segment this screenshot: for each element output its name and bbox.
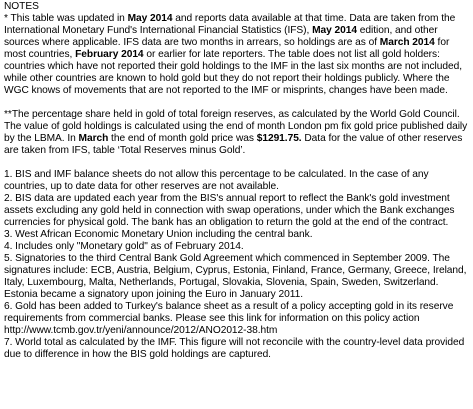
spacer	[4, 157, 470, 169]
note-star-2-text-2: the end of month gold price was	[108, 133, 257, 144]
note-3: 3. West African Economic Monetary Union including the central bank.	[4, 229, 313, 240]
note-star-2-text-3: Data for the value of other reserves are taken from IFS, table ‘Total Reserves minus Gold’.	[4, 133, 463, 156]
note-star-2	[4, 109, 470, 157]
note-star-1-date-1: May 2014	[127, 13, 173, 24]
note-7: 7. World total as calculated by the IMF. This figure will not reconcile with the country-level data provided due to difference in how the BIS gold holdings are captured.	[4, 337, 465, 360]
note-star-2-gold-price: $1291.75.	[256, 133, 302, 144]
spacer	[4, 97, 470, 109]
note-2: 2. BIS data are updated each year from the BIS's annual report to reflect the Bank's gold investment assets excluding any gold held in connection with swap operations, under which the Bank exchanges currencies for physical gold. The bank has an obligation to return the gold at the end of the contract.	[4, 193, 455, 228]
note-4: 4. Includes only "Monetary gold" as of February 2014.	[4, 241, 244, 252]
note-star-2-month: March	[78, 133, 109, 144]
note-star-1-text-5: or earlier for late reporters. The table does not list all gold holders: countries which have not reported their gold holdings to the IMF in the last six months are not included, while other countries are known to hold gold but they do not report their holdings publicly. Where the WGC knows of movements that are not reported to the IMF or misprints, changes have been made.	[4, 49, 462, 96]
notes-heading: NOTES	[4, 1, 39, 12]
note-star-1-text-4: for most countries,	[4, 37, 450, 60]
note-star-1-text-3: edition, and other sources where applicable. IFS data are two months in arrears, so holdings are as of	[4, 25, 438, 48]
note-5: 5. Signatories to the third Central Bank Gold Agreement which commenced in September 2009. The signatures include: ECB, Austria, Belgium, Cyprus, Estonia, Finland, France, Germany, Greece, Ireland, Italy, Luxembourg, Malta, Netherlands, Portugal, Slovakia, Slovenia, Spain, Sweden, Switzerland. Estonia became a signatory upon joining the Euro in January 2011.	[4, 253, 467, 300]
note-1: 1. BIS and IMF balance sheets do not allow this percentage to be calculated. In the case of any countries, up to date data for other reserves are not available.	[4, 169, 429, 192]
note-star-1-date-4: February 2014	[75, 49, 144, 60]
note-star-2-text-1: **The percentage share held in gold of total foreign reserves, as calculated by the World Gold Council. The value of gold holdings is calculated using the end of month London pm fix gold price published daily by the LBMA. In	[4, 109, 468, 144]
note-6: 6. Gold has been added to Turkey's balance sheet as a result of a policy accepting gold in its reserve requirements from commercial banks. Please see this link for information on this policy action http://www.tcmb.gov.tr/yeni/announce/2012/ANO2012-38.htm	[4, 301, 454, 336]
note-star-1-text-1: * This table was updated in	[4, 13, 128, 24]
note-star-1-text-2: and reports data available at that time. Data are taken from the International Monetary Fund's International Financial Statistics (IFS),	[4, 13, 456, 36]
note-star-1	[4, 13, 470, 97]
note-star-1-date-2: May 2014	[312, 25, 357, 36]
note-star-1-date-3: March 2014	[379, 37, 435, 48]
